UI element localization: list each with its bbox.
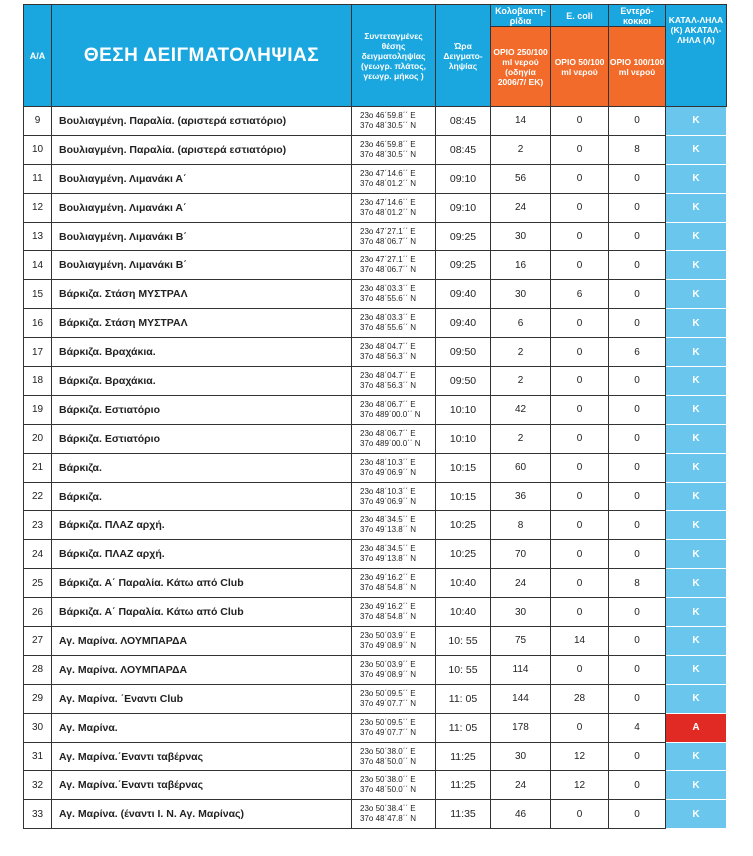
coordinates-cell	[352, 655, 436, 684]
limit-ecoli: ΟΡΙΟ 50/100 ml νερού	[551, 27, 609, 107]
sampling-time: 10:15	[436, 453, 491, 482]
location-name: Αγ. Μαρίνα. ΛΟΥΜΠΑΡΔΑ	[52, 627, 352, 656]
enterococci-value: 0	[609, 655, 666, 684]
sampling-time: 10:15	[436, 482, 491, 511]
row-number: 30	[24, 713, 52, 742]
coliform-value: 2	[491, 424, 551, 453]
coordinate-east: 23ο 50΄09.5΄΄ E	[360, 688, 416, 698]
coordinate-north: 37ο 48΄30.5΄΄ N	[360, 149, 417, 159]
coordinate-north: 37ο 48΄47.8΄΄ N	[360, 814, 417, 824]
sampling-time: 09:10	[436, 193, 491, 222]
coordinates-cell	[352, 598, 436, 627]
classification-badge: Κ	[666, 569, 727, 598]
location-name: Βάρκιζα. ΠΛΑΖ αρχή.	[52, 540, 352, 569]
coliform-value: 14	[491, 107, 551, 136]
coordinate-north: 37ο 49΄13.8΄΄ N	[360, 525, 417, 535]
coliform-value: 42	[491, 395, 551, 424]
coliform-value: 16	[491, 251, 551, 280]
classification-badge: Κ	[666, 424, 727, 453]
coordinate-north: 37ο 49΄07.7΄΄ N	[360, 727, 417, 737]
coordinate-north: 37ο 48΄06.7΄΄ N	[360, 236, 417, 246]
coliform-value: 24	[491, 569, 551, 598]
sampling-time: 09:25	[436, 251, 491, 280]
location-name: Βάρκιζα. Α΄ Παραλία. Κάτω από Club	[52, 598, 352, 627]
table-row	[24, 771, 727, 800]
row-number: 13	[24, 222, 52, 251]
location-name: Αγ. Μαρίνα. ΄Εναντι Club	[52, 684, 352, 713]
sampling-time: 09:40	[436, 280, 491, 309]
coordinate-north: 37ο 489΄00.0΄΄ N	[360, 409, 421, 419]
ecoli-value: 0	[551, 511, 609, 540]
coordinate-north: 37ο 489΄00.0΄΄ N	[360, 438, 421, 448]
sampling-time: 11:35	[436, 800, 491, 829]
ecoli-value: 12	[551, 742, 609, 771]
coordinates-cell	[352, 569, 436, 598]
row-number: 29	[24, 684, 52, 713]
coordinate-east: 23ο 48΄10.3΄΄ E	[360, 486, 416, 496]
coordinates-cell	[352, 164, 436, 193]
classification-badge: Κ	[666, 598, 727, 627]
classification-badge: Κ	[666, 193, 727, 222]
coordinate-east: 23ο 48΄10.3΄΄ E	[360, 457, 416, 467]
sampling-time: 11:25	[436, 742, 491, 771]
coordinate-north: 37ο 48΄55.6΄΄ N	[360, 294, 417, 304]
coordinate-north: 37ο 49΄08.9΄΄ N	[360, 669, 417, 679]
table-row	[24, 453, 727, 482]
location-name: Βάρκιζα. Βραχάκια.	[52, 338, 352, 367]
coordinates-cell	[352, 713, 436, 742]
sampling-time: 11: 05	[436, 713, 491, 742]
sampling-time: 11:25	[436, 771, 491, 800]
location-name: Βουλιαγμένη. Λιμανάκι Β΄	[52, 222, 352, 251]
header-coordinates: Συντεταγμένες θέσης δειγματοληψίας (γεωγρ. πλάτος, γεωγρ. μήκος )	[352, 5, 436, 107]
coordinates-cell	[352, 222, 436, 251]
coordinate-east: 23ο 50΄09.5΄΄ E	[360, 717, 416, 727]
ecoli-value: 0	[551, 482, 609, 511]
enterococci-value: 0	[609, 627, 666, 656]
coordinate-east: 23ο 49΄16.2΄΄ E	[360, 602, 416, 612]
sampling-time: 09:50	[436, 338, 491, 367]
table-row	[24, 107, 727, 136]
coordinate-east: 23ο 46΄59.8΄΄ E	[360, 139, 416, 149]
enterococci-value: 0	[609, 424, 666, 453]
sampling-time: 10:25	[436, 511, 491, 540]
coordinate-east: 23ο 48΄04.7΄΄ E	[360, 342, 416, 352]
table-row	[24, 424, 727, 453]
enterococci-value: 0	[609, 684, 666, 713]
coordinate-east: 23ο 47΄14.6΄΄ E	[360, 168, 416, 178]
classification-badge: Κ	[666, 771, 727, 800]
ecoli-value: 14	[551, 627, 609, 656]
table-row	[24, 684, 727, 713]
classification-badge: Κ	[666, 395, 727, 424]
ecoli-value: 0	[551, 424, 609, 453]
coliform-value: 30	[491, 222, 551, 251]
coordinate-north: 37ο 48΄54.8΄΄ N	[360, 583, 417, 593]
coliform-value: 30	[491, 280, 551, 309]
ecoli-value: 0	[551, 367, 609, 396]
coordinates-cell	[352, 742, 436, 771]
table-row	[24, 713, 727, 742]
table-row	[24, 193, 727, 222]
classification-badge: Κ	[666, 107, 727, 136]
coordinate-east: 23ο 50΄38.0΄΄ E	[360, 775, 416, 785]
sampling-time: 11: 05	[436, 684, 491, 713]
row-number: 31	[24, 742, 52, 771]
coordinates-cell	[352, 193, 436, 222]
ecoli-value: 0	[551, 164, 609, 193]
enterococci-value: 8	[609, 135, 666, 164]
row-number: 10	[24, 135, 52, 164]
row-number: 27	[24, 627, 52, 656]
row-number: 25	[24, 569, 52, 598]
location-name: Βάρκιζα. Εστιατόριο	[52, 424, 352, 453]
row-number: 26	[24, 598, 52, 627]
table-row	[24, 338, 727, 367]
row-number: 18	[24, 367, 52, 396]
classification-badge: Κ	[666, 164, 727, 193]
row-number: 28	[24, 655, 52, 684]
row-number: 15	[24, 280, 52, 309]
coordinate-north: 37ο 48΄06.7΄΄ N	[360, 265, 417, 275]
location-name: Βάρκιζα. Στάση ΜΥΣΤΡΑΛ	[52, 280, 352, 309]
table-row	[24, 540, 727, 569]
ecoli-value: 0	[551, 222, 609, 251]
location-name: Βάρκιζα. Εστιατόριο	[52, 395, 352, 424]
enterococci-value: 0	[609, 540, 666, 569]
enterococci-value: 0	[609, 395, 666, 424]
enterococci-value: 0	[609, 742, 666, 771]
coliform-value: 70	[491, 540, 551, 569]
coordinates-cell	[352, 367, 436, 396]
ecoli-value: 0	[551, 655, 609, 684]
table-row	[24, 395, 727, 424]
classification-badge: Κ	[666, 222, 727, 251]
coordinates-cell	[352, 424, 436, 453]
coliform-value: 2	[491, 135, 551, 164]
classification-badge: Κ	[666, 511, 727, 540]
sampling-time: 09:10	[436, 164, 491, 193]
ecoli-value: 6	[551, 280, 609, 309]
ecoli-value: 0	[551, 309, 609, 338]
classification-badge: Κ	[666, 338, 727, 367]
header-ecoli: E. coli	[551, 5, 609, 27]
coliform-value: 46	[491, 800, 551, 829]
table-row	[24, 598, 727, 627]
table-row	[24, 655, 727, 684]
coordinates-cell	[352, 251, 436, 280]
row-number: 12	[24, 193, 52, 222]
ecoli-value: 0	[551, 135, 609, 164]
location-name: Αγ. Μαρίνα.΄Εναντι ταβέρνας	[52, 771, 352, 800]
coordinate-north: 37ο 48΄50.0΄΄ N	[360, 756, 417, 766]
coliform-value: 24	[491, 771, 551, 800]
table-row	[24, 164, 727, 193]
coordinates-cell	[352, 395, 436, 424]
coordinate-north: 37ο 48΄01.2΄΄ N	[360, 178, 417, 188]
coliform-value: 144	[491, 684, 551, 713]
enterococci-value: 0	[609, 482, 666, 511]
table-row	[24, 280, 727, 309]
location-name: Βάρκιζα.	[52, 482, 352, 511]
header-number: Α/Α	[24, 5, 52, 107]
coliform-value: 30	[491, 598, 551, 627]
sampling-time: 10:40	[436, 598, 491, 627]
coordinate-east: 23ο 50΄03.9΄΄ E	[360, 630, 416, 640]
coordinates-cell	[352, 771, 436, 800]
coordinate-north: 37ο 48΄55.6΄΄ N	[360, 323, 417, 333]
row-number: 14	[24, 251, 52, 280]
coordinate-east: 23ο 48΄34.5΄΄ E	[360, 515, 416, 525]
coordinate-north: 37ο 49΄08.9΄΄ N	[360, 640, 417, 650]
coordinate-north: 37ο 48΄54.8΄΄ N	[360, 612, 417, 622]
sampling-time: 08:45	[436, 107, 491, 136]
enterococci-value: 0	[609, 280, 666, 309]
sampling-results-table	[23, 4, 727, 829]
coordinate-east: 23ο 48΄34.5΄΄ E	[360, 544, 416, 554]
coordinate-east: 23ο 50΄38.0΄΄ E	[360, 746, 416, 756]
row-number: 33	[24, 800, 52, 829]
table-row	[24, 222, 727, 251]
location-name: Βουλιαγμένη. Λιμανάκι Α΄	[52, 193, 352, 222]
coordinate-north: 37ο 49΄06.9΄΄ N	[360, 496, 417, 506]
sampling-time: 10:40	[436, 569, 491, 598]
enterococci-value: 0	[609, 222, 666, 251]
ecoli-value: 0	[551, 107, 609, 136]
sampling-time: 09:40	[436, 309, 491, 338]
coliform-value: 60	[491, 453, 551, 482]
enterococci-value: 0	[609, 453, 666, 482]
sampling-time: 08:45	[436, 135, 491, 164]
row-number: 19	[24, 395, 52, 424]
enterococci-value: 0	[609, 367, 666, 396]
coordinate-east: 23ο 48΄03.3΄΄ E	[360, 284, 416, 294]
coliform-value: 178	[491, 713, 551, 742]
coordinate-north: 37ο 49΄13.8΄΄ N	[360, 554, 417, 564]
location-name: Βουλιαγμένη. Παραλία. (αριστερά εστιατόριο)	[52, 107, 352, 136]
enterococci-value: 0	[609, 771, 666, 800]
coordinate-east: 23ο 48΄03.3΄΄ E	[360, 313, 416, 323]
location-name: Βουλιαγμένη. Λιμανάκι Α΄	[52, 164, 352, 193]
row-number: 9	[24, 107, 52, 136]
coordinate-east: 23ο 49΄16.2΄΄ E	[360, 573, 416, 583]
table-row	[24, 742, 727, 771]
coordinates-cell	[352, 627, 436, 656]
location-name: Βάρκιζα.	[52, 453, 352, 482]
classification-badge: Κ	[666, 251, 727, 280]
location-name: Βάρκιζα. Α΄ Παραλία. Κάτω από Club	[52, 569, 352, 598]
coordinate-east: 23ο 47΄14.6΄΄ E	[360, 197, 416, 207]
classification-badge: Κ	[666, 800, 727, 829]
row-number: 11	[24, 164, 52, 193]
ecoli-value: 0	[551, 598, 609, 627]
enterococci-value: 0	[609, 164, 666, 193]
coordinate-east: 23ο 48΄06.7΄΄ E	[360, 428, 416, 438]
coordinate-north: 37ο 48΄01.2΄΄ N	[360, 207, 417, 217]
enterococci-value: 0	[609, 309, 666, 338]
ecoli-value: 0	[551, 338, 609, 367]
ecoli-value: 0	[551, 193, 609, 222]
classification-badge: Κ	[666, 655, 727, 684]
row-number: 24	[24, 540, 52, 569]
row-number: 21	[24, 453, 52, 482]
row-number: 23	[24, 511, 52, 540]
sampling-time: 10:10	[436, 424, 491, 453]
sampling-time: 10:10	[436, 395, 491, 424]
table-body	[24, 107, 727, 829]
limit-enterococci: ΟΡΙΟ 100/100 ml νερού	[609, 27, 666, 107]
ecoli-value: 0	[551, 453, 609, 482]
enterococci-value: 0	[609, 251, 666, 280]
enterococci-value: 0	[609, 193, 666, 222]
coordinates-cell	[352, 482, 436, 511]
enterococci-value: 6	[609, 338, 666, 367]
coordinates-cell	[352, 338, 436, 367]
sampling-time: 09:25	[436, 222, 491, 251]
row-number: 22	[24, 482, 52, 511]
ecoli-value: 0	[551, 569, 609, 598]
classification-badge: Κ	[666, 135, 727, 164]
table-row	[24, 800, 727, 829]
coliform-value: 36	[491, 482, 551, 511]
location-name: Αγ. Μαρίνα. (έναντι Ι. Ν. Αγ. Μαρίνας)	[52, 800, 352, 829]
classification-badge: Κ	[666, 280, 727, 309]
coordinates-cell	[352, 107, 436, 136]
coordinate-north: 37ο 49΄07.7΄΄ N	[360, 698, 417, 708]
table-row	[24, 367, 727, 396]
coliform-value: 24	[491, 193, 551, 222]
coordinates-cell	[352, 800, 436, 829]
table-header	[24, 5, 727, 107]
coordinate-east: 23ο 46΄59.8΄΄ E	[360, 110, 416, 120]
coliform-value: 114	[491, 655, 551, 684]
enterococci-value: 8	[609, 569, 666, 598]
coordinate-east: 23ο 48΄04.7΄΄ E	[360, 370, 416, 380]
classification-badge: Α	[666, 713, 727, 742]
ecoli-value: 0	[551, 713, 609, 742]
row-number: 20	[24, 424, 52, 453]
coordinate-east: 23ο 50΄03.9΄΄ E	[360, 659, 416, 669]
coliform-value: 56	[491, 164, 551, 193]
classification-badge: Κ	[666, 540, 727, 569]
classification-badge: Κ	[666, 309, 727, 338]
coordinate-east: 23ο 47΄27.1΄΄ E	[360, 255, 416, 265]
table-row	[24, 627, 727, 656]
location-name: Αγ. Μαρίνα.	[52, 713, 352, 742]
classification-badge: Κ	[666, 482, 727, 511]
location-name: Βουλιαγμένη. Λιμανάκι Β΄	[52, 251, 352, 280]
row-number: 16	[24, 309, 52, 338]
classification-badge: Κ	[666, 742, 727, 771]
sampling-time: 09:50	[436, 367, 491, 396]
row-number: 32	[24, 771, 52, 800]
limit-coliform: ΟΡΙΟ 250/100 ml νερού (οδηγία 2006/7/ ΕΚ)	[491, 27, 551, 107]
coordinates-cell	[352, 453, 436, 482]
coordinates-cell	[352, 135, 436, 164]
coliform-value: 2	[491, 367, 551, 396]
ecoli-value: 0	[551, 540, 609, 569]
ecoli-value: 0	[551, 251, 609, 280]
header-sampling-location: ΘΕΣΗ ΔΕΙΓΜΑΤΟΛΗΨΙΑΣ	[52, 5, 352, 107]
location-name: Βουλιαγμένη. Παραλία. (αριστερά εστιατόριο)	[52, 135, 352, 164]
table-row	[24, 511, 727, 540]
enterococci-value: 0	[609, 800, 666, 829]
table-row	[24, 482, 727, 511]
coordinate-north: 37ο 48΄30.5΄΄ N	[360, 120, 417, 130]
coordinate-north: 37ο 48΄50.0΄΄ N	[360, 785, 417, 795]
coliform-value: 8	[491, 511, 551, 540]
coliform-value: 30	[491, 742, 551, 771]
table-row	[24, 309, 727, 338]
ecoli-value: 28	[551, 684, 609, 713]
location-name: Βάρκιζα. Βραχάκια.	[52, 367, 352, 396]
location-name: Αγ. Μαρίνα. ΛΟΥΜΠΑΡΔΑ	[52, 655, 352, 684]
sampling-time: 10:25	[436, 540, 491, 569]
coordinates-cell	[352, 280, 436, 309]
classification-badge: Κ	[666, 627, 727, 656]
header-enterococci: Εντερό-κοκκοι	[609, 5, 666, 27]
table-row	[24, 569, 727, 598]
header-classification: ΚΑΤΑΛ-ΛΗΛΑ (Κ) ΑΚΑΤΑΛ-ΛΗΛΑ (Α)	[666, 5, 727, 107]
table-row	[24, 135, 727, 164]
sampling-time: 10: 55	[436, 627, 491, 656]
coordinates-cell	[352, 511, 436, 540]
header-sampling-time: Ώρα Δειγματο-ληψίας	[436, 5, 491, 107]
classification-badge: Κ	[666, 684, 727, 713]
coordinate-east: 23ο 50΄38.4΄΄ E	[360, 804, 416, 814]
table-row	[24, 251, 727, 280]
header-coliform: Κολοβακτη-ρίδια	[491, 5, 551, 27]
results-table-container	[23, 4, 727, 829]
ecoli-value: 0	[551, 395, 609, 424]
coordinates-cell	[352, 540, 436, 569]
enterococci-value: 4	[609, 713, 666, 742]
enterococci-value: 0	[609, 511, 666, 540]
enterococci-value: 0	[609, 107, 666, 136]
coliform-value: 6	[491, 309, 551, 338]
ecoli-value: 0	[551, 800, 609, 829]
ecoli-value: 12	[551, 771, 609, 800]
coordinates-cell	[352, 309, 436, 338]
row-number: 17	[24, 338, 52, 367]
location-name: Αγ. Μαρίνα.΄Εναντι ταβέρνας	[52, 742, 352, 771]
enterococci-value: 0	[609, 598, 666, 627]
classification-badge: Κ	[666, 453, 727, 482]
coordinate-north: 37ο 49΄06.9΄΄ N	[360, 467, 417, 477]
coordinate-north: 37ο 48΄56.3΄΄ N	[360, 352, 417, 362]
location-name: Βάρκιζα. ΠΛΑΖ αρχή.	[52, 511, 352, 540]
coordinate-east: 23ο 47΄27.1΄΄ E	[360, 226, 416, 236]
coordinate-north: 37ο 48΄56.3΄΄ N	[360, 380, 417, 390]
coordinate-east: 23ο 48΄06.7΄΄ E	[360, 399, 416, 409]
location-name: Βάρκιζα. Στάση ΜΥΣΤΡΑΛ	[52, 309, 352, 338]
coliform-value: 75	[491, 627, 551, 656]
coliform-value: 2	[491, 338, 551, 367]
classification-badge: Κ	[666, 367, 727, 396]
coordinates-cell	[352, 684, 436, 713]
sampling-time: 10: 55	[436, 655, 491, 684]
